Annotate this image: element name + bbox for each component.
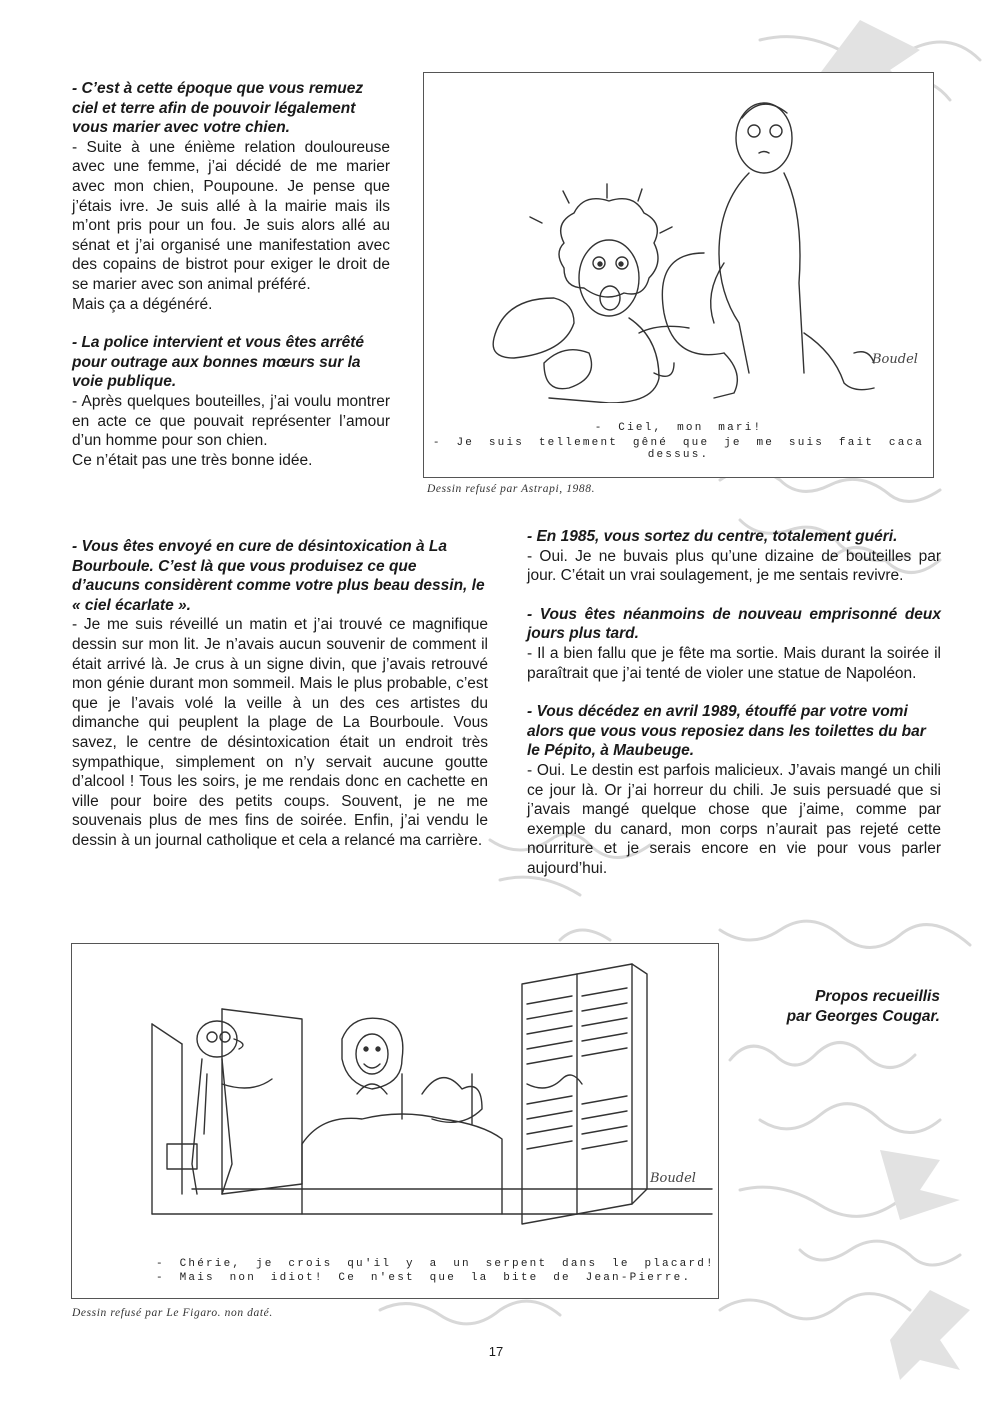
interview-column-right xyxy=(527,527,941,879)
cartoon-figaro-drawing xyxy=(72,944,718,1244)
svg-text:Boudel: Boudel xyxy=(650,1171,696,1186)
cartoon-astrapi-frame xyxy=(423,72,934,478)
cartoon-astrapi-drawing xyxy=(424,73,933,403)
question-marriage-dog: - C’est à cette époque que vous remuez ciel et terre afin de pouvoir légalement vous marier avec votre chien. xyxy=(72,80,364,137)
question-leaves-center: - En 1985, vous sortez du centre, totalement guéri. xyxy=(527,528,898,545)
cartoon-figaro-caption-line-1: - Chérie, je crois qu'il y a un serpent dans le placard! xyxy=(156,1258,715,1270)
cartoon-astrapi-credit: Dessin refusé par Astrapi, 1988. xyxy=(427,483,596,495)
answer-marriage-dog-end: Mais ça a dégénéré. xyxy=(72,295,213,313)
question-death: - Vous décédez en avril 1989, étouffé par votre vomi alors que vous vous reposiez dans les toilettes du bar le Pépito, à Maubeuge. xyxy=(527,703,926,760)
credit-line-2: par Georges Cougar. xyxy=(786,1008,940,1025)
question-imprisoned-again: - Vous êtes néanmoins de nouveau emprisonné deux jours plus tard. xyxy=(527,605,941,643)
answer-leaves-center: - Oui. Je ne buvais plus qu’une dizaine de bouteilles par jour. C’était un vrai soulagement, je me sentais revivre. xyxy=(527,547,941,585)
interview-credit xyxy=(787,987,940,1027)
answer-imprisoned-again: - Il a bien fallu que je fête ma sortie. Mais durant la soirée il paraîtrait que j’ai tenté de violer une statue de Napoléon. xyxy=(527,644,941,682)
cartoon-figaro-frame xyxy=(71,943,719,1299)
cartoon-astrapi-caption-line-1: - Ciel, mon mari! xyxy=(594,422,763,434)
cartoon-figaro-signature xyxy=(649,1171,696,1186)
cartoon-astrapi-caption-line-2: - Je suis tellement gêné que je me suis fait caca dessus. xyxy=(432,437,925,461)
answer-police-arrest-end: Ce n’était pas une très bonne idée. xyxy=(72,451,313,469)
cartoon-figaro-caption-line-2: - Mais non idiot! Ce n'est que la bite de Jean-Pierre. xyxy=(156,1272,692,1284)
question-rehab: - Vous êtes envoyé en cure de désintoxication à La Bourboule. C’est là que vous produisez ce que d’aucuns considèrent comme votre plus beau dessin, le « ciel écarlate ». xyxy=(72,538,485,614)
svg-text:Boudel: Boudel xyxy=(872,352,918,367)
answer-police-arrest: - Après quelques bouteilles, j’ai voulu montrer en acte ce que pouvait représenter l’amour d’un homme pour son chien. xyxy=(72,392,390,450)
credit-line-1: Propos recueillis xyxy=(815,988,940,1005)
interview-column-top-left xyxy=(72,79,390,470)
answer-rehab: - Je me suis réveillé un matin et j’ai trouvé ce magnifique dessin sur mon lit. Je n’avais aucun souvenir de comment il était arrivé là. Je crus à un signe divin, que j’avais retrouvé mon génie durant mon sommeil. Mais le plus probable, c’est que je l’avais volé la veille à un des ces artistes du dimanche qui peuplent la plage de La Bourboule. Vous savez, le centre de désintoxication était un endroit très sympathique, simplement on n’y servait aucune goutte d’alcool ! Tous les soirs, je me rendais donc en cachette en ville pour boire des petits coups. Souvent, je ne me souvenais plus de mes fins de soirée. Enfin, j’ai vendu le dessin à un journal catholique et cela a relancé ma carrière. xyxy=(72,616,488,849)
answer-death: - Oui. Le destin est parfois malicieux. J’avais mangé un chili ce jour là. Or j’ai horreur du chili. Je suis persuadé que si j’avais mangé quelque chose que j’aime, comme par exemple du canard, mon corps n’aurait pas rejeté cette nourriture et je serais encore en vie pour vous parler aujourd’hui. xyxy=(527,761,941,877)
question-police-arrest: - La police intervient et vous êtes arrêté pour outrage aux bonnes mœurs sur la voie publique. xyxy=(72,334,365,391)
cartoon-figaro-credit: Dessin refusé par Le Figaro. non daté. xyxy=(72,1307,273,1319)
page-number: 17 xyxy=(488,1344,504,1359)
cartoon-astrapi-signature xyxy=(871,352,918,367)
interview-column-bottom-left xyxy=(72,537,488,851)
answer-marriage-dog: - Suite à une énième relation douloureuse avec une femme, j’ai décidé de me marier avec mon chien, Poupoune. Je pense que j’étais ivre. Je suis allé à la mairie mais ils m’ont pris pour un fou. Je suis alors allé au sénat et j’ai organisé une manifestation avec des copains de bistrot pour exiger le droit de se marier avec son animal préféré. xyxy=(72,138,390,293)
